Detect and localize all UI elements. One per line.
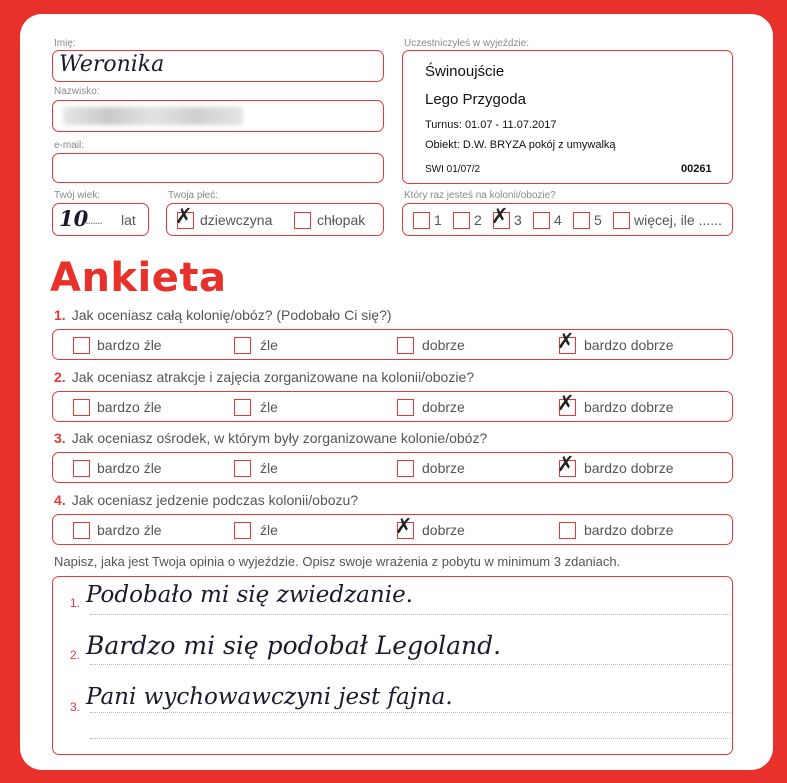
gender-label: Twoja płeć: <box>168 190 219 201</box>
times-1-checkbox[interactable] <box>413 212 430 229</box>
name-label: Imię: <box>54 38 76 49</box>
surname-redacted <box>63 107 243 125</box>
question-2: 2. Jak oceniasz atrakcje i zajęcia zorganizowane na kolonii/obozie? <box>54 369 475 385</box>
trip-label: Uczestniczyłeś w wyjeździe: <box>404 38 530 49</box>
opinion-text-3: Pani wychowawczyni jest fajna. <box>86 684 453 710</box>
q1-very-good-checkbox[interactable] <box>557 329 576 354</box>
q2-very-bad-checkbox[interactable] <box>73 399 90 416</box>
q1-bad-label: źle <box>260 337 278 353</box>
survey-title: Ankieta <box>50 255 227 301</box>
opinion-number-3: 3. <box>70 700 81 714</box>
q3-good-checkbox[interactable] <box>397 460 414 477</box>
q1-very-bad-checkbox[interactable] <box>73 337 90 354</box>
times-5-label: 5 <box>594 212 602 228</box>
q4-very-bad-checkbox[interactable] <box>73 522 90 539</box>
q4-good-label: dobrze <box>422 522 465 538</box>
question-3: 3. Jak oceniasz ośrodek, w którym były zorganizowane kolonie/obóz? <box>54 430 488 446</box>
q1-bad-checkbox[interactable] <box>234 337 251 354</box>
q3-bad-label: źle <box>260 460 278 476</box>
age-label: Twój wiek: <box>54 190 101 201</box>
check-mark-icon: ✗ <box>395 514 413 538</box>
opinion-line-4 <box>90 738 730 739</box>
q4-bad-checkbox[interactable] <box>234 522 251 539</box>
times-more-checkbox[interactable] <box>613 212 630 229</box>
q2-bad-checkbox[interactable] <box>234 399 251 416</box>
name-value: Weronika <box>59 52 165 77</box>
gender-girl-checkbox[interactable] <box>175 204 194 229</box>
gender-boy-checkbox[interactable] <box>294 212 311 229</box>
opinion-number-1: 1. <box>70 596 81 610</box>
q4-bad-label: źle <box>260 522 278 538</box>
q4-very-good-checkbox[interactable] <box>559 522 576 539</box>
question-4: 4. Jak oceniasz jedzenie podczas kolonii/obozu? <box>54 492 359 508</box>
gender-field <box>166 203 384 236</box>
question-1: 1. Jak oceniasz całą kolonię/obóz? (Podobało Ci się?) <box>54 307 392 323</box>
q3-very-bad-checkbox[interactable] <box>73 460 90 477</box>
q4-good-checkbox[interactable] <box>395 514 414 539</box>
times-field <box>402 203 733 236</box>
q3-very-good-checkbox[interactable] <box>557 452 576 477</box>
gender-girl-label: dziewczyna <box>200 212 273 228</box>
q2-good-checkbox[interactable] <box>397 399 414 416</box>
trip-code: SWI 01/07/2 <box>425 164 481 175</box>
check-mark-icon: ✗ <box>557 329 575 353</box>
q2-very-good-checkbox[interactable] <box>557 391 576 416</box>
q4-very-good-label: bardzo dobrze <box>584 522 674 538</box>
times-3-checkbox[interactable] <box>491 204 510 229</box>
gender-boy-label: chłopak <box>317 212 366 228</box>
opinion-line-2 <box>90 664 730 665</box>
email-label: e-mail: <box>54 140 85 151</box>
age-dots: ........ <box>83 213 102 227</box>
rating-row-1 <box>52 329 733 360</box>
q2-very-bad-label: bardzo źle <box>97 399 162 415</box>
rating-row-3 <box>52 452 733 483</box>
times-2-checkbox[interactable] <box>453 212 470 229</box>
q2-bad-label: źle <box>260 399 278 415</box>
times-4-checkbox[interactable] <box>533 212 550 229</box>
opinion-line-3 <box>90 712 730 713</box>
rating-row-2 <box>52 391 733 422</box>
q2-very-good-label: bardzo dobrze <box>584 399 674 415</box>
times-2-label: 2 <box>474 212 482 228</box>
q3-very-bad-label: bardzo źle <box>97 460 162 476</box>
opinion-number-2: 2. <box>70 648 81 662</box>
q2-good-label: dobrze <box>422 399 465 415</box>
check-mark-icon: ✗ <box>491 204 509 228</box>
email-field[interactable] <box>52 153 384 183</box>
surname-field[interactable] <box>52 100 384 132</box>
trip-turnus: Turnus: 01.07 - 11.07.2017 <box>425 119 557 131</box>
name-field[interactable] <box>52 50 384 82</box>
opinion-text-1: Podobało mi się zwiedzanie. <box>86 582 413 608</box>
check-mark-icon: ✗ <box>557 452 575 476</box>
q3-bad-checkbox[interactable] <box>234 460 251 477</box>
trip-program: Lego Przygoda <box>425 91 526 108</box>
times-5-checkbox[interactable] <box>573 212 590 229</box>
times-1-label: 1 <box>434 212 442 228</box>
opinion-prompt: Napisz, jaka jest Twoja opinia o wyjeździe. Opisz swoje wrażenia z pobytu w minimum 3 zdaniach. <box>54 554 621 569</box>
trip-number: 00261 <box>681 163 712 175</box>
check-mark-icon: ✗ <box>175 204 193 228</box>
rating-row-4 <box>52 514 733 545</box>
opinion-line-1 <box>90 614 730 615</box>
q1-very-good-label: bardzo dobrze <box>584 337 674 353</box>
times-more-label: więcej, ile ...... <box>634 212 722 228</box>
times-label: Który raz jesteś na kolonii/obozie? <box>404 190 556 201</box>
trip-obiekt: Obiekt: D.W. BRYZA pokój z umywalką <box>425 139 616 151</box>
age-value: 10 <box>59 206 89 231</box>
age-field[interactable] <box>52 203 149 236</box>
times-4-label: 4 <box>554 212 562 228</box>
q1-good-label: dobrze <box>422 337 465 353</box>
q4-very-bad-label: bardzo źle <box>97 522 162 538</box>
q1-very-bad-label: bardzo źle <box>97 337 162 353</box>
q3-good-label: dobrze <box>422 460 465 476</box>
times-3-label: 3 <box>514 212 522 228</box>
trip-place: Świnoujście <box>425 63 505 80</box>
q3-very-good-label: bardzo dobrze <box>584 460 674 476</box>
surname-label: Nazwisko: <box>54 86 100 97</box>
trip-info-box <box>402 50 733 184</box>
q1-good-checkbox[interactable] <box>397 337 414 354</box>
age-unit: lat <box>121 212 136 228</box>
opinion-text-2: Bardzo mi się podobał Legoland. <box>86 631 502 660</box>
check-mark-icon: ✗ <box>557 391 575 415</box>
